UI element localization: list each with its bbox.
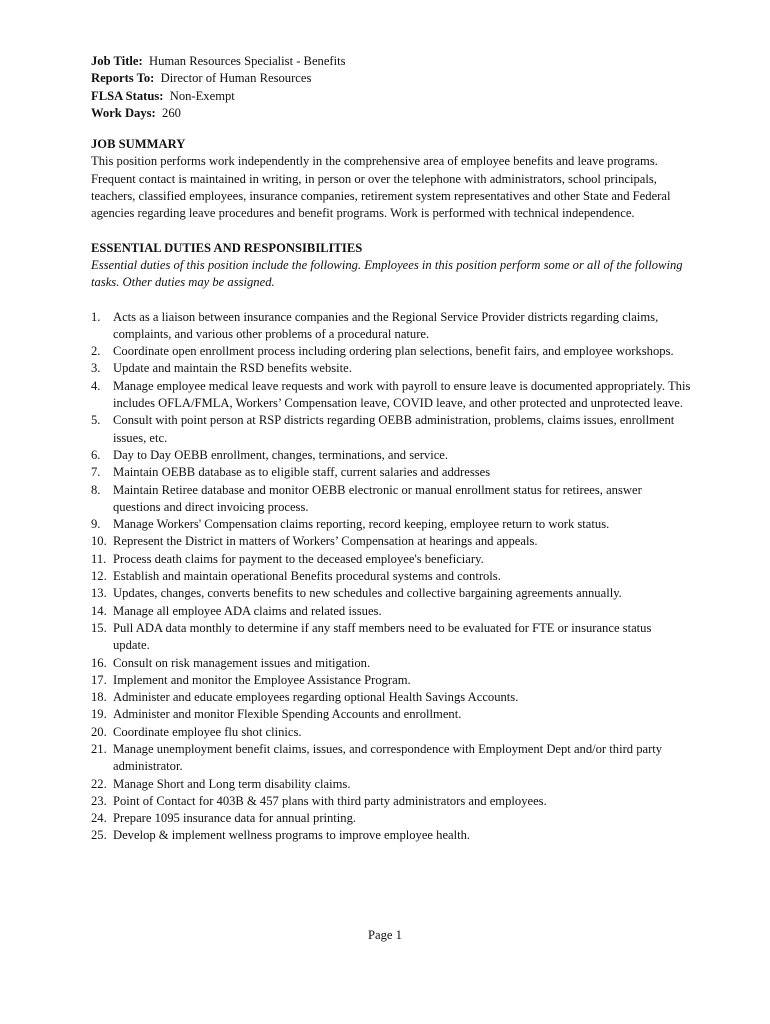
job-title-value: Human Resources Specialist - Benefits bbox=[148, 54, 346, 68]
duty-number: 6. bbox=[91, 447, 101, 462]
duty-number: 19. bbox=[91, 707, 107, 722]
page-number: Page 1 bbox=[368, 928, 402, 942]
duty-text: Process death claims for payment to the deceased employee's beneficiary. bbox=[113, 551, 484, 566]
duty-number: 3. bbox=[91, 361, 101, 376]
duty-item bbox=[91, 482, 691, 517]
duty-item bbox=[91, 810, 691, 827]
work-days-label: Work Days: bbox=[91, 105, 156, 120]
flsa-status-row bbox=[91, 88, 691, 105]
duty-number: 16. bbox=[91, 655, 107, 670]
duty-item bbox=[91, 551, 691, 568]
duty-text: Manage Workers' Compensation claims reporting, record keeping, employee return to work status. bbox=[113, 517, 610, 532]
document-body bbox=[91, 53, 691, 845]
duty-item bbox=[91, 793, 691, 810]
flsa-status-label: FLSA Status: bbox=[91, 88, 164, 103]
job-summary-text: This position performs work independently in the comprehensive area of employee benefits and leave programs. Frequent contact is maintained in writing, in person or over the telephone with administrators, school principals, teachers, classified employees, insurance companies, retirement system representatives and other State and Federal agencies regarding leave procedures and benefit programs. Work is performed with technical independence. bbox=[91, 154, 671, 221]
duty-number: 5. bbox=[91, 413, 101, 428]
job-title-row bbox=[91, 53, 691, 70]
duty-text: Day to Day OEBB enrollment, changes, terminations, and service. bbox=[113, 447, 449, 462]
duty-number: 14. bbox=[91, 603, 107, 618]
duty-item bbox=[91, 827, 691, 844]
duties-section bbox=[91, 240, 691, 845]
duty-number: 18. bbox=[91, 690, 107, 705]
reports-to-label: Reports To: bbox=[91, 71, 155, 86]
duty-text: Administer and monitor Flexible Spending Accounts and enrollment. bbox=[113, 707, 462, 722]
reports-to-row bbox=[91, 70, 691, 87]
duty-text: Coordinate open enrollment process including ordering plan selections, benefit fairs, and employee workshops. bbox=[113, 344, 674, 359]
duties-heading: ESSENTIAL DUTIES AND RESPONSIBILITIES bbox=[91, 240, 363, 255]
duty-text: Manage Short and Long term disability claims. bbox=[113, 776, 351, 791]
duty-item bbox=[91, 776, 691, 793]
duty-text: Manage unemployment benefit claims, issues, and correspondence with Employment Dept and/or third party administrator. bbox=[113, 741, 663, 774]
duty-text: Acts as a liaison between insurance companies and the Regional Service Provider districts regarding claims, complaints, and various other problems of a procedural nature. bbox=[113, 309, 659, 341]
duty-text: Consult on risk management issues and mitigation. bbox=[113, 655, 371, 670]
duty-item bbox=[91, 603, 691, 620]
duty-text: Maintain OEBB database as to eligible staff, current salaries and addresses bbox=[113, 465, 491, 480]
duty-text: Represent the District in matters of Workers’ Compensation at hearings and appeals. bbox=[113, 534, 538, 549]
duty-number: 2. bbox=[91, 344, 101, 359]
duty-number: 24. bbox=[91, 811, 107, 826]
duty-item bbox=[91, 672, 691, 689]
duty-number: 22. bbox=[91, 776, 107, 791]
duty-item bbox=[91, 309, 691, 344]
duty-number: 7. bbox=[91, 465, 101, 480]
duty-number: 13. bbox=[91, 586, 107, 601]
duties-intro: Essential duties of this position include the following. Employees in this position perform some or all of the following tasks. Other duties may be assigned. bbox=[91, 257, 683, 290]
duty-item bbox=[91, 533, 691, 550]
duty-item bbox=[91, 378, 691, 413]
duty-number: 15. bbox=[91, 620, 107, 635]
duty-number: 25. bbox=[91, 828, 107, 843]
duty-item bbox=[91, 516, 691, 533]
duty-item bbox=[91, 568, 691, 585]
job-summary-section bbox=[91, 136, 691, 222]
duty-item bbox=[91, 464, 691, 481]
work-days-row bbox=[91, 105, 691, 122]
duty-text: Manage employee medical leave requests and work with payroll to ensure leave is documented appropriately. This includes OFLA/FMLA, Workers’ Compensation leave, COVID leave, and other protected and unprotected leave. bbox=[113, 378, 691, 411]
duty-item bbox=[91, 585, 691, 602]
duty-text: Update and maintain the RSD benefits website. bbox=[113, 361, 352, 376]
duty-number: 20. bbox=[91, 724, 107, 739]
duty-item bbox=[91, 360, 691, 377]
duty-item bbox=[91, 620, 691, 655]
duty-text: Develop & implement wellness programs to improve employee health. bbox=[113, 828, 471, 843]
duty-item bbox=[91, 447, 691, 464]
job-title-label: Job Title: bbox=[91, 54, 143, 68]
duty-item bbox=[91, 724, 691, 741]
job-summary-heading: JOB SUMMARY bbox=[91, 137, 186, 152]
duty-text: Point of Contact for 403B & 457 plans with third party administrators and employees. bbox=[113, 793, 547, 808]
duty-text: Manage all employee ADA claims and related issues. bbox=[113, 603, 382, 618]
duties-list bbox=[91, 309, 691, 845]
job-header bbox=[91, 53, 691, 122]
duty-item bbox=[91, 689, 691, 706]
work-days-value: 260 bbox=[162, 105, 181, 120]
duty-text: Maintain Retiree database and monitor OEBB electronic or manual enrollment status for retirees, answer questions and direct invoicing process. bbox=[113, 482, 642, 514]
duty-text: Implement and monitor the Employee Assistance Program. bbox=[113, 672, 411, 687]
duty-text: Pull ADA data monthly to determine if any staff members need to be evaluated for FTE or insurance status update. bbox=[113, 620, 652, 653]
duty-text: Prepare 1095 insurance data for annual printing. bbox=[113, 811, 357, 826]
duty-item bbox=[91, 706, 691, 723]
duty-text: Coordinate employee flu shot clinics. bbox=[113, 724, 302, 739]
duty-number: 21. bbox=[91, 741, 107, 756]
duty-number: 23. bbox=[91, 793, 107, 808]
duty-item bbox=[91, 412, 691, 447]
duty-number: 10. bbox=[91, 534, 107, 549]
duty-number: 11. bbox=[91, 551, 107, 566]
duty-number: 8. bbox=[91, 482, 101, 497]
duty-number: 12. bbox=[91, 569, 107, 584]
duty-item bbox=[91, 343, 691, 360]
flsa-status-value: Non-Exempt bbox=[169, 88, 235, 103]
duty-number: 17. bbox=[91, 672, 107, 687]
duty-number: 9. bbox=[91, 517, 101, 532]
duty-text: Consult with point person at RSP districts regarding OEBB administration, problems, claims issues, enrollment issues, etc. bbox=[113, 413, 675, 445]
duty-text: Updates, changes, converts benefits to new schedules and collective bargaining agreements annually. bbox=[113, 586, 622, 601]
duty-item bbox=[91, 741, 691, 776]
reports-to-value: Director of Human Resources bbox=[160, 71, 312, 86]
duty-text: Administer and educate employees regarding optional Health Savings Accounts. bbox=[113, 690, 519, 705]
duty-number: 1. bbox=[91, 309, 101, 324]
duty-text: Establish and maintain operational Benefits procedural systems and controls. bbox=[113, 569, 501, 584]
duty-number: 4. bbox=[91, 378, 101, 393]
duty-item bbox=[91, 655, 691, 672]
